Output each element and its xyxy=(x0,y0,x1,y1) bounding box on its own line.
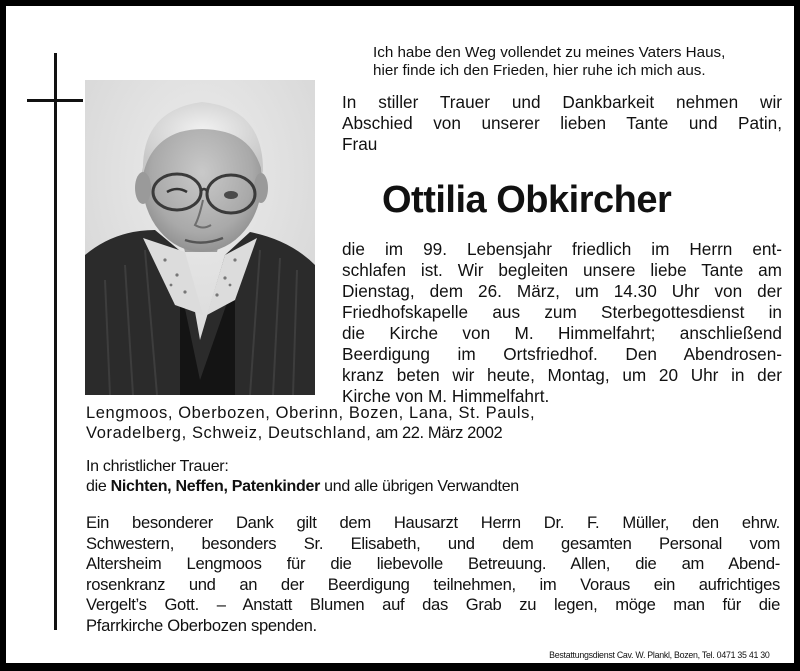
intro-line: Abschied von unserer lieben Tante und Patin, xyxy=(342,113,782,133)
details-line: kranz beten wir heute, Montag, um 20 Uhr in der xyxy=(342,365,782,385)
intro-line: Frau xyxy=(342,134,378,154)
obituary-notice xyxy=(6,6,794,663)
bible-verse xyxy=(373,44,773,80)
details-line: schlafen ist. Wir begleiten unsere liebe Tante am xyxy=(342,260,782,280)
mourners xyxy=(86,457,736,497)
places-list: Voradelberg, Schweiz, Deutschland, xyxy=(86,424,372,442)
details-line: Dienstag, dem 26. März, um 14.30 Uhr von der xyxy=(342,281,782,301)
verse-line: hier finde ich den Frieden, hier ruhe ich mich aus. xyxy=(373,62,706,79)
thanks-line: Vergelt’s Gott. – Anstatt Blumen auf das Grab zu legen, möge man für die xyxy=(86,595,780,615)
verse-line: Ich habe den Weg vollendet zu meines Vaters Haus, xyxy=(373,44,726,61)
intro-text xyxy=(342,92,782,155)
thanks-line: Ein besonderer Dank gilt dem Hausarzt Herrn Dr. F. Müller, den ehrw. xyxy=(86,513,780,532)
places-and-date xyxy=(86,403,686,443)
intro-line: In stiller Trauer und Dankbarkeit nehmen wir xyxy=(342,92,782,112)
mourners-prefix: die xyxy=(86,478,111,495)
places-line xyxy=(86,423,686,443)
deceased-name: Ottilia Obkircher xyxy=(382,179,672,221)
thanks-line: Pfarrkirche Oberbozen spenden. xyxy=(86,615,317,635)
cross-icon-horizontal xyxy=(27,99,83,102)
mourners-heading: In christlicher Trauer: xyxy=(86,458,229,475)
portrait-photo xyxy=(85,80,315,395)
funeral-service-credit: Bestattungsdienst Cav. W. Plankl, Bozen, Tel. 0471 35 41 30 xyxy=(549,650,770,661)
portrait-image xyxy=(85,80,315,395)
details-line: Kirche von M. Himmelfahrt. xyxy=(342,386,550,406)
thanks-line: rosenkranz und an der Beerdigung teilnehmen, im Voraus ein aufrichtiges xyxy=(86,574,780,594)
thanks-text xyxy=(86,513,780,637)
details-line: die Kirche von M. Himmelfahrt; anschließend xyxy=(342,323,782,343)
details-line: Friedhofskapelle aus zum Sterbegottesdienst in xyxy=(342,302,782,322)
details-line: die im 99. Lebensjahr friedlich im Herrn ent- xyxy=(342,239,782,259)
funeral-details xyxy=(342,239,782,407)
mourners-suffix: und alle übrigen Verwandten xyxy=(320,478,519,495)
thanks-line: Schwestern, besonders Sr. Elisabeth, und dem gesamten Personal vom xyxy=(86,533,780,553)
thanks-line: Altersheim Lengmoos für die liebevolle Betreuung. Allen, die am Abend- xyxy=(86,554,780,574)
details-line: Beerdigung im Ortsfriedhof. Den Abendrosen- xyxy=(342,344,782,364)
notice-date: am 22. März 2002 xyxy=(371,424,503,442)
mourners-bold: Nichten, Neffen, Patenkinder xyxy=(110,478,321,495)
places-line: Lengmoos, Oberbozen, Oberinn, Bozen, Lana, St. Pauls, xyxy=(86,404,536,422)
mourners-line xyxy=(86,477,736,497)
cross-icon-vertical xyxy=(54,53,57,630)
